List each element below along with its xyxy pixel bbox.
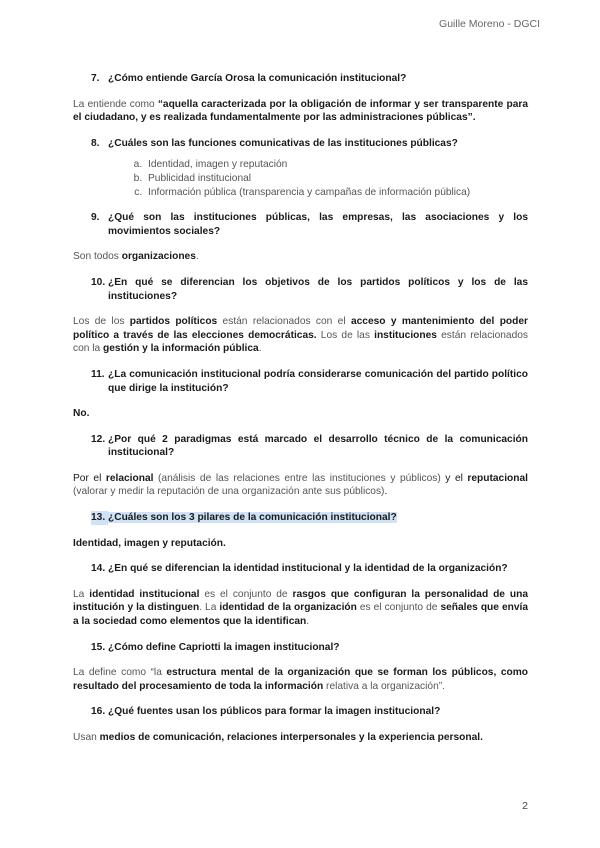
question-number: 16. [91, 706, 106, 718]
answer-text: . [384, 486, 388, 498]
answer-text: es el conjunto de [356, 602, 441, 614]
list-item: a. Identidad, imagen y reputación [145, 158, 528, 172]
answer-text: . [306, 616, 310, 628]
question-16 [91, 705, 528, 719]
answer-12 [73, 472, 528, 499]
answer-text: es el conjunto de [199, 588, 293, 600]
question-text: ¿En qué se diferencian los objetivos de los partidos políticos y los de las instituciones? [108, 276, 528, 302]
answer-text: Por el [73, 472, 106, 484]
answer-text: Son todos [73, 251, 122, 263]
answer-text: y el [445, 472, 468, 484]
list-item: c. Información pública (transparencia y campañas de información pública) [145, 186, 528, 200]
answer-text: relativa a la organización”. [323, 680, 445, 692]
answer-text: Los de las [316, 329, 375, 341]
answer-bold: señales que envía a la sociedad como elementos que la identifican [73, 602, 528, 628]
answer-bold: No. [73, 408, 90, 420]
question-number: 7. [91, 73, 100, 84]
answer-text: . [258, 343, 262, 355]
answer-9 [73, 250, 528, 264]
answer-text: Usan [73, 732, 100, 743]
question-number: 9. [91, 212, 100, 224]
answer-text: (análisis de las relaciones entre las instituciones y públicos) [153, 472, 446, 484]
question-13 [91, 511, 528, 525]
answer-text: La entiende como [73, 98, 158, 110]
question-text: ¿Cómo entiende García Orosa la comunicación institucional? [108, 73, 407, 84]
answer-8-list [73, 158, 528, 199]
answer-bold: organizaciones [121, 251, 196, 263]
answer-text: Los de los [73, 316, 130, 328]
question-number: 10. [91, 276, 106, 288]
answer-11 [73, 407, 528, 421]
question-text: ¿Por qué 2 paradigmas está marcado el desarrollo técnico de la comunicación institucional? [108, 433, 528, 459]
answer-7 [73, 98, 528, 125]
answer-bold: “aquella caracterizada por la obligación de informar y ser transparente para el ciudadano, y es realizada fundamentalmente por las administraciones públicas”. [73, 98, 528, 124]
question-7 [91, 72, 528, 86]
question-number: 15. [91, 641, 106, 653]
answer-text: La [73, 588, 90, 600]
question-text: ¿Qué son las instituciones públicas, las empresas, las asociaciones y los movimientos sociales? [108, 212, 528, 237]
question-text: ¿Cuáles son las funciones comunicativas de las instituciones públicas? [108, 137, 458, 149]
question-text: ¿En qué se diferencian la identidad institucional y la identidad de la organización? [108, 563, 508, 575]
answer-bold: relacional [105, 472, 154, 484]
answer-text: . [195, 251, 199, 263]
question-12 [91, 433, 528, 460]
page-number: 2 [522, 800, 528, 812]
answer-14 [73, 588, 528, 629]
answer-bold: identidad institucional [89, 588, 200, 600]
question-number: 11. [91, 368, 105, 380]
question-11 [91, 368, 528, 395]
answer-13 [73, 537, 528, 551]
answer-bold: instituciones [374, 329, 437, 341]
answer-16 [73, 731, 528, 745]
list-item: b. Publicidad institucional [145, 172, 528, 186]
answer-text: están relacionados con el [217, 316, 351, 328]
question-number: 8. [91, 137, 100, 149]
answer-bold: estructura mental de la organización que se forman los públicos, como resultado del procesamiento de toda la información [73, 667, 528, 692]
answer-bold: rasgos que configuran la personalidad de una institución y la distinguen [73, 588, 528, 614]
answer-bold: acceso y mantenimiento del poder político a través de las elecciones democráticas. [73, 316, 528, 341]
document-body [73, 72, 528, 745]
question-text-highlighted: ¿Cuáles son los 3 pilares de la comunicación institucional? [108, 512, 397, 524]
question-8 [91, 137, 528, 151]
question-text: ¿La comunicación institucional podría considerarse comunicación del partido político que dirige la institución? [108, 368, 528, 394]
question-15 [91, 641, 528, 655]
answer-bold: reputacional [467, 472, 528, 484]
question-text: ¿Cómo define Capriotti la imagen institucional? [108, 641, 340, 653]
answer-15 [73, 666, 528, 693]
question-text: ¿Qué fuentes usan los públicos para formar la imagen institucional? [108, 706, 441, 718]
question-14 [91, 562, 528, 576]
question-number: 14. [91, 563, 106, 575]
answer-bold: Identidad, imagen y reputación. [73, 537, 226, 549]
answer-text: están relacionados con la [73, 329, 528, 355]
answer-text: . La [199, 602, 220, 614]
question-number: 13. [91, 511, 108, 525]
answer-bold: identidad de la organización [219, 602, 357, 614]
answer-bold: gestión y la información pública [103, 343, 259, 355]
answer-text: (valorar y medir la reputación de una organización ante sus públicos) [73, 486, 385, 498]
answer-bold: medios de comunicación, relaciones interpersonales y la experiencia personal. [99, 732, 483, 743]
page-header-author: Guille Moreno - DGCI [439, 18, 540, 30]
question-10 [91, 276, 528, 303]
answer-text: La define como “la [73, 667, 167, 679]
answer-bold: partidos políticos [129, 316, 218, 328]
question-number: 12. [91, 433, 106, 445]
answer-10 [73, 315, 528, 356]
question-9 [91, 211, 528, 238]
